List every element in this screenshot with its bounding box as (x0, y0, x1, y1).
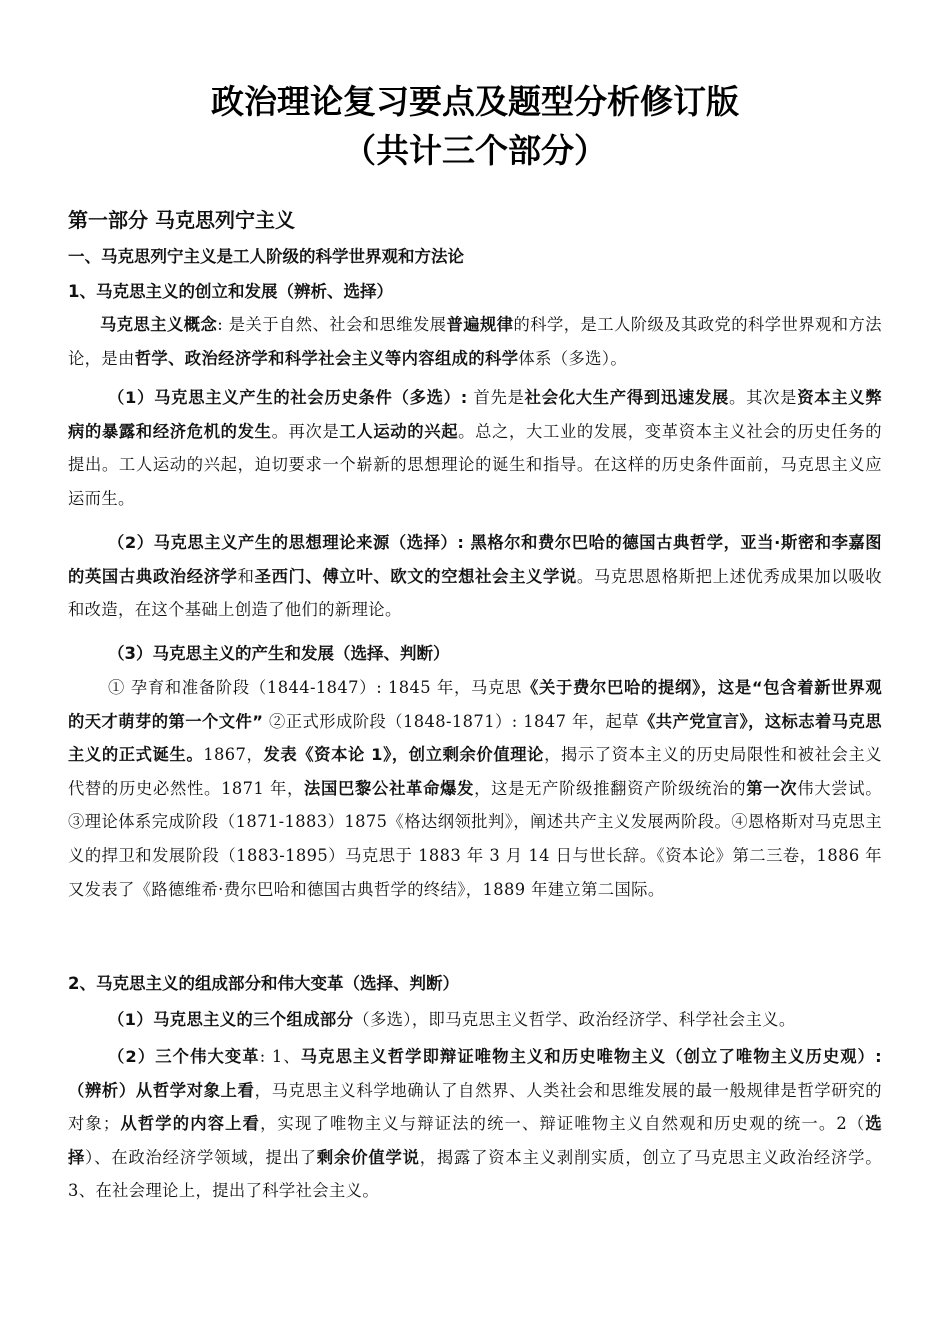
text: 1867， (203, 745, 264, 765)
bold-text: （2）三个伟大变革 (108, 1047, 260, 1066)
bold-text: 《共产党宣言》，这标志着马克思主义的正式诞生。 (68, 711, 882, 765)
bold-text: 剩余价值学说 (316, 1147, 420, 1167)
text: ，马克思主义科学地确认了自然界、人类社会和思维发展的最一般规律是哲学研究的对象； (68, 1080, 882, 1134)
document-subtitle: （共计三个部分） (343, 131, 607, 170)
text: 的科学，是工人阶级及其政党的科学世界观和方法论，是由 (68, 315, 882, 368)
paragraph-development-stages (68, 671, 882, 906)
subsection-heading-1: 1、马克思主义的创立和发展（辨析、选择） (68, 282, 393, 301)
text: 。再次是 (271, 421, 340, 441)
bold-text: 普遍规律 (446, 315, 514, 334)
text: : 1、 (259, 1047, 301, 1066)
text: : 是关于自然、社会和思维发展 (217, 315, 447, 334)
paragraph-label: （1）马克思主义产生的社会历史条件（多选）: (108, 388, 468, 407)
paragraph-great-changes (68, 1040, 882, 1208)
text: 。马克思恩格斯把上述优秀成果加以吸收和改造，在这个基础上创造了他们的新理论。 (68, 566, 882, 620)
concept-label: 马克思主义概念 (100, 315, 218, 334)
text: ，这是无产阶级推翻资产阶级统治的 (474, 778, 747, 798)
text: 。总之，大工业的发展，变革资本主义社会的历史任务的提出。工人运动的兴起，迫切要求一个崭新的思想理论的诞生和指导。在这样的历史条件面前，马克思主义应运而生。 (68, 421, 882, 508)
bold-text: （1）马克思主义的三个组成部分 (108, 1010, 354, 1029)
bold-text: 哲学、政治经济学和科学社会主义等内容组成的科学 (134, 348, 519, 368)
bold-text: 社会化大生产得到迅速发展 (524, 388, 730, 407)
concept-paragraph (68, 308, 882, 375)
text: 。其次是 (729, 388, 798, 407)
text: 体系（多选）。 (518, 348, 628, 368)
text: ②正式形成阶段（1848-1871）: 1847 年，起草 (263, 711, 639, 731)
text: ）、在政治经济学领域，提出了 (85, 1147, 317, 1167)
subsection-heading-3: （3）马克思主义的产生和发展（选择、判断） (108, 644, 450, 663)
paragraph-label: （2）马克思主义产生的思想理论来源（选择）: (108, 533, 465, 552)
paragraph-social-conditions (68, 381, 882, 515)
paragraph-components (68, 1003, 882, 1037)
bold-text: 马克思主义哲学即辩证唯物主义和历史唯物主义（创立了唯物主义历史观）:（辨析）从哲学对象上看 (68, 1047, 882, 1100)
text: 首先是 (467, 388, 525, 407)
paragraph-theoretical-sources (68, 526, 882, 627)
text: ① 孕育和准备阶段（1844-1847）: 1845 年，马克思 (108, 678, 522, 697)
text: 和 (237, 566, 255, 586)
text: ，揭示了资本主义的历史局限性和被社会主义代替的历史必然性。1871 年， (68, 745, 882, 798)
bold-text: 工人运动的兴起 (339, 421, 459, 441)
bold-text: 发表《资本论 1》，创立剩余价值理论 (263, 745, 545, 765)
bold-text: 从哲学的内容上看 (119, 1114, 261, 1134)
bold-text: 选择 (68, 1114, 883, 1167)
bold-text: 圣西门、傅立叶、欧文的空想社会主义学说 (254, 566, 577, 586)
text: ，实现了唯物主义与辩证法的统一、辩证唯物主义自然观和历史观的统一。2（ (260, 1114, 866, 1134)
subsection-heading-2: 2、马克思主义的组成部分和伟大变革（选择、判断） (68, 974, 459, 993)
bold-text: 资本主义弊病的暴露和经济危机的发生 (68, 388, 882, 441)
text: （多选），即马克思主义哲学、政治经济学、科学社会主义。 (353, 1010, 796, 1029)
bold-text: 《关于费尔巴哈的提纲》，这是“包含着新世界观的天才萌芽的第一个文件” (68, 678, 883, 731)
part-heading: 第一部分 马克思列宁主义 (68, 208, 295, 232)
bold-text: 法国巴黎公社革命爆发 (304, 778, 475, 798)
document-title: 政治理论复习要点及题型分析修订版 (211, 82, 739, 121)
section-heading: 一、马克思列宁主义是工人阶级的科学世界观和方法论 (68, 247, 464, 266)
text: 伟大尝试。③理论体系完成阶段（1871-1883）1875《格达纲领批判》，阐述共产主义发展两阶段。④恩格斯对马克思主义的捍卫和发展阶段（1883-1895）马克思于 1883 年 3 月 14 日与世长辞。《资本论》第二三卷，1886 年又发表了《路德维希·费尔巴哈和德国古典哲学的终结》，1889 年建立第二国际。 (68, 778, 882, 899)
bold-text: 黑格尔和费尔巴哈的德国古典哲学，亚当·斯密和李嘉图的英国古典政治经济学 (68, 533, 882, 586)
bold-text: 第一次 (746, 778, 798, 798)
text: ，揭露了资本主义剥削实质，创立了马克思主义政治经济学。3、在社会理论上，提出了科学社会主义。 (68, 1147, 882, 1201)
